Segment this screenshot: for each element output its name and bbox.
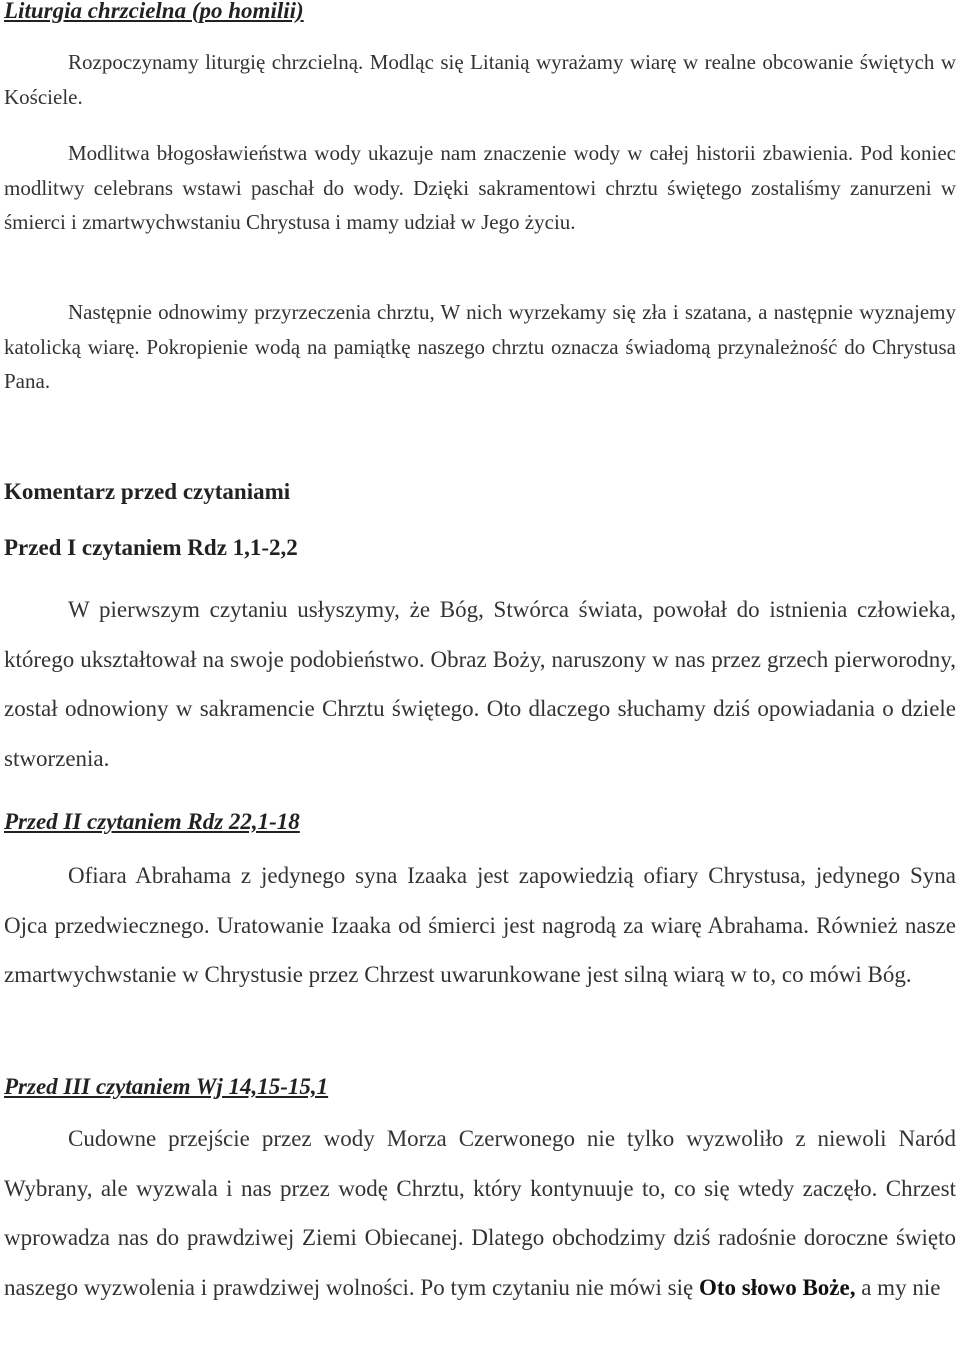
reading-3-heading: Przed III czytaniem Wj 14,15-15,1 xyxy=(4,1074,329,1099)
reading-3-bold-phrase: Oto słowo Boże, xyxy=(698,1274,856,1300)
reading-3-text-end: a my nie xyxy=(855,1274,941,1300)
reading-3-text-start: Cudowne przejście przez wody Morza Czerwonego nie tylko wyzwoliło z niewoli Naród Wybrany, ale wyzwala i nas przez wodę Chrztu, który kontynuuje to, co się wtedy zaczęło. Chrzest wprowadza nas do prawdziwej Ziemi Obiecanej. Dlatego obchodzimy dziś radośnie doroczne święto naszego wyzwolenia i prawdziwej wolności. Po tym czytaniu nie mówi się xyxy=(4,1126,956,1300)
reading-2-heading: Przed II czytaniem Rdz 22,1-18 xyxy=(4,809,300,834)
reading-2-text: Ofiara Abrahama z jedynego syna Izaaka jest zapowiedzią ofiary Chrystusa, jedynego Syna Ojca przedwiecznego. Uratowanie Izaaka od śmierci jest nagrodą za wiarę Abrahama. Również nasze zmartwychwstanie w Chrystusie przez Chrzest uwarunkowane jest silną wiarą w to, co mówi Bóg. xyxy=(4,863,956,987)
liturgy-paragraph-2: Modlitwa błogosławieństwa wody ukazuje nam znaczenie wody w całej historii zbawienia. Pod koniec modlitwy celebrans wstawi paschał do wody. Dzięki sakramentowi chrztu świętego zostaliśmy zanurzeni w śmierci i zmartwychwstaniu Chrystusa i mamy udział w Jego życiu. xyxy=(4,141,956,234)
reading-3-text xyxy=(4,1114,956,1312)
liturgy-heading: Liturgia chrzcielna (po homilii) xyxy=(4,0,304,23)
liturgy-paragraph-1: Rozpoczynamy liturgię chrzcielną. Modląc się Litanią wyrażamy wiarę w realne obcowanie świętych w Kościele. xyxy=(4,50,956,109)
reading-1-text: W pierwszym czytaniu usłyszymy, że Bóg, Stwórca świata, powołał do istnienia człowieka, którego ukształtował na swoje podobieństwo. Obraz Boży, naruszony w nas przez grzech pierworodny, został odnowiony w sakramencie Chrztu świętego. Oto dlaczego słuchamy dziś opowiadania o dziele stworzenia. xyxy=(4,597,956,771)
liturgy-paragraph-3: Następnie odnowimy przyrzeczenia chrztu, W nich wyrzekamy się zła i szatana, a następnie wyznajemy katolicką wiarę. Pokropienie wodą na pamiątkę naszego chrztu oznacza świadomą przynależność do Chrystusa Pana. xyxy=(4,300,956,393)
commentary-heading: Komentarz przed czytaniami xyxy=(4,479,291,504)
reading-1-heading: Przed I czytaniem Rdz 1,1-2,2 xyxy=(4,535,298,560)
